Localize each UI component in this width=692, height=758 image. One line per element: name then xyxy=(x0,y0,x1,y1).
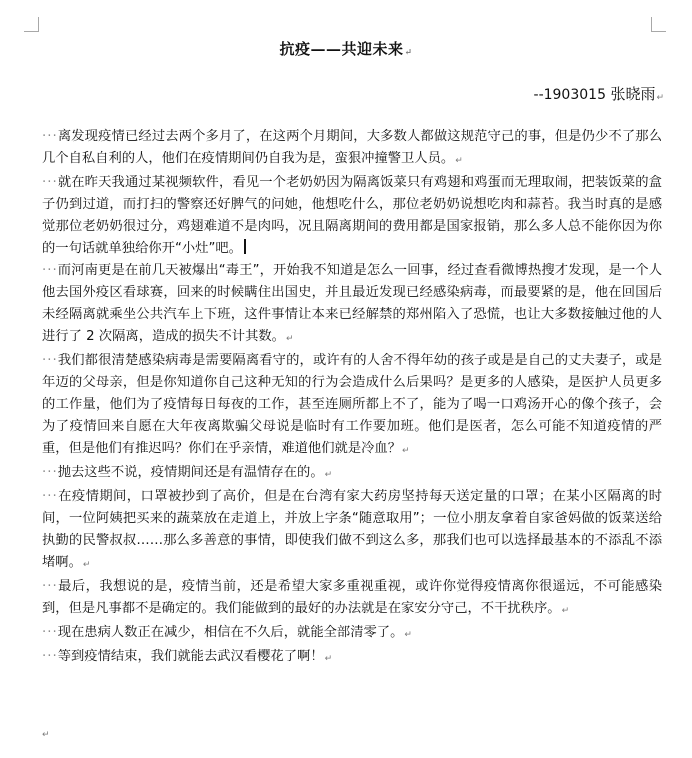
paragraph: ···就在昨天我通过某视频软件，看见一个老奶奶因为隔离饭菜只有鸡翅和鸡蛋而无理取闹，把装饭菜的盒子仍到过道，而打扫的警察还好脾气的问她，他想吃什么，那位老奶奶说想吃肉和蒜苔。我当时真的是感觉那位老奶奶很过分，鸡翅难道不是肉吗，况且隔离期间的费用都是国家报销，那么多人总不能你因为你的一句话就单独给你开“小灶”吧。 xyxy=(42,175,662,256)
author-name: 张晓雨 xyxy=(610,85,656,103)
author-line xyxy=(534,83,664,104)
paragraph-mark: ↵ xyxy=(324,470,333,480)
paragraph: ···而河南更是在前几天被爆出“毒王”，开始我不知道是怎么一回事，经过查看微博热搜才发现，是一个人他去国外疫区看球赛，回来的时候瞒住出国史，并且最近发现已经感染病毒，而最要紧的是，他在回国后未经隔离就乘坐公共汽车上下班，这件事情让本来已经解禁的郑州陷入了恐慌，也让大多数接触过他的人进行了 2 次隔离，造成的损失不计其数。↵ xyxy=(42,263,662,344)
document-title: 抗疫——共迎未来↵ xyxy=(279,40,413,58)
indent-dots: ··· xyxy=(42,129,58,144)
indent-dots: ··· xyxy=(42,625,58,640)
paragraph: ···最后，我想说的是，疫情当前，还是希望大家多重视重视，或许你觉得疫情离你很遥远，不可能感染到，但是凡事都不是确定的。我们能做到的最好的办法就是在家安分守己，不干扰秩序。↵ xyxy=(42,579,662,616)
text-cursor xyxy=(244,239,246,254)
indent-dots: ··· xyxy=(42,465,58,480)
indent-dots: ··· xyxy=(42,579,58,594)
indent-dots: ··· xyxy=(42,175,58,190)
paragraph-mark: ↵ xyxy=(324,654,333,664)
indent-dots: ··· xyxy=(42,649,58,664)
paragraph-mark: ↵ xyxy=(455,156,463,166)
document-body[interactable] xyxy=(42,126,662,670)
author-id: --1903015 xyxy=(533,87,606,103)
indent-dots: ··· xyxy=(42,489,58,504)
paragraph-mark: ↵ xyxy=(656,93,664,103)
paragraph-mark: ↵ xyxy=(82,560,91,570)
empty-paragraph-mark: ↵ xyxy=(42,730,50,740)
page-corner-mark-right xyxy=(651,17,666,32)
paragraph-mark: ↵ xyxy=(561,606,570,616)
paragraph: ···现在患病人数正在减少，相信在不久后，就能全部清零了。↵ xyxy=(42,625,412,640)
paragraph-mark: ↵ xyxy=(404,630,412,640)
paragraph: ···等到疫情结束，我们就能去武汉看樱花了啊！↵ xyxy=(42,649,333,664)
indent-dots: ··· xyxy=(42,353,58,368)
paragraph: ···抛去这些不说，疫情期间还是有温情存在的。↵ xyxy=(42,465,333,480)
paragraph-mark: ↵ xyxy=(404,48,413,58)
page-corner-mark-left xyxy=(24,17,39,32)
paragraph: ···在疫情期间，口罩被抄到了高价，但是在台湾有家大药房坚持每天送定量的口罩；在某小区隔离的时间，一位阿姨把买来的蔬菜放在走道上，并放上字条“随意取用”；一位小朋友拿着自家爸妈做的饭菜送给执勤的民警叔叔……那么多善意的事情，即使我们做不到这么多，那我们也可以选择最基本的不添乱不添堵啊。↵ xyxy=(42,489,662,570)
paragraph-mark: ↵ xyxy=(402,446,410,456)
paragraph: ···我们都很清楚感染病毒是需要隔离看守的，或许有的人舍不得年幼的孩子或是是自己的丈夫妻子，或是年迈的父母亲，但是你知道你自己这种无知的行为会造成什么后果吗？是更多的人感染，是医护人员更多的工作量，他们为了疫情每日每夜的工作，甚至连厕所都上不了，能为了喝一口鸡汤开心的像个孩子，会为了疫情回来自愿在大年夜离欺骗父母说是临时有工作要加班。他们是医者，怎么可能不知道疫情的严重，但是他们有推迟吗？你们在乎亲情，难道他们就是冷血？↵ xyxy=(42,353,662,456)
paragraph-mark: ↵ xyxy=(285,334,294,344)
paragraph: ···离发现疫情已经过去两个多月了，在这两个月期间，大多数人都做这规范守己的事，但是仍少不了那么几个自私自利的人，他们在疫情期间仍自我为是，蛮狠冲撞警卫人员。↵ xyxy=(42,129,662,166)
indent-dots: ··· xyxy=(42,263,58,278)
